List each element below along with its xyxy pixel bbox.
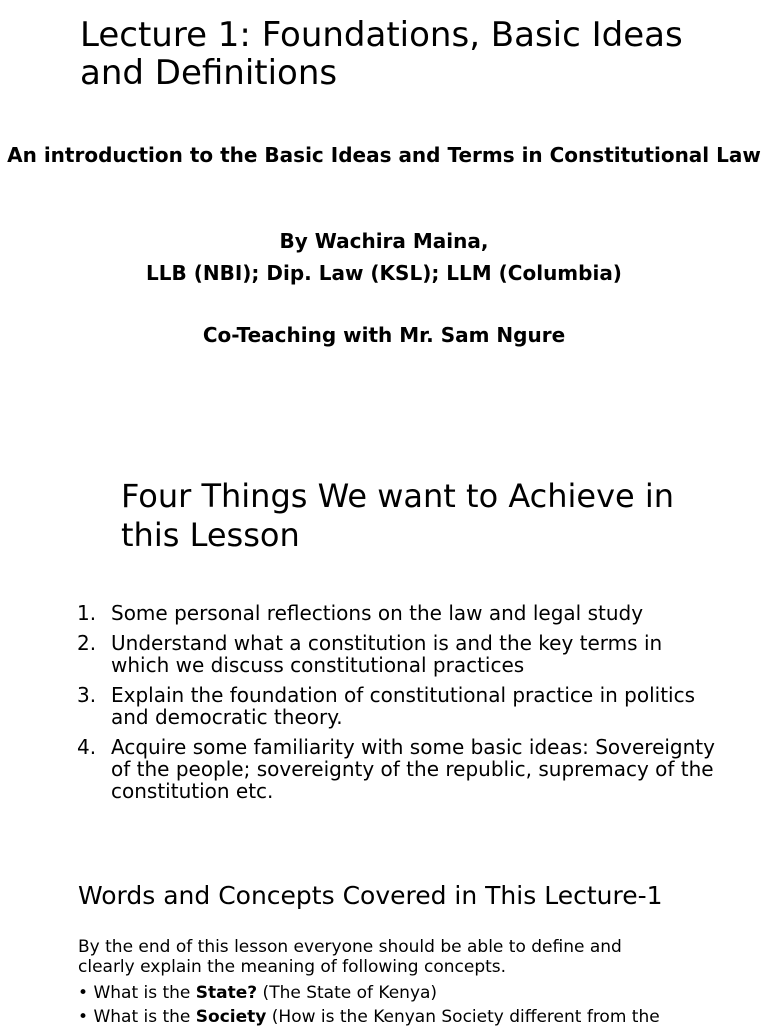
lecture-subtitle: An introduction to the Basic Ideas and Terms in Constitutional Law xyxy=(7,143,761,167)
bullet-marker: • xyxy=(78,983,89,1003)
list-item xyxy=(77,632,717,676)
item-text: Acquire some familiarity with some basic ideas: Sovereignty of the people; sovereignty of the republic, supremacy of the constitution etc. xyxy=(111,735,715,803)
objectives-title: Four Things We want to Achieve in this Lesson xyxy=(121,477,675,554)
author-name: By Wachira Maina, xyxy=(279,229,489,253)
bullet-term: State? xyxy=(195,983,258,1003)
objectives-list xyxy=(77,602,717,810)
lecture-title: Lecture 1: Foundations, Basic Ideas and Definitions xyxy=(80,15,683,93)
list-item xyxy=(78,983,718,1004)
list-item xyxy=(77,602,717,624)
bullet-term: Society xyxy=(195,1007,267,1027)
item-number: 2. xyxy=(77,631,97,655)
bullet-prefix: What is the xyxy=(93,1007,196,1027)
item-number: 3. xyxy=(77,683,97,707)
bullet-suffix: (The State of Kenya) xyxy=(257,983,438,1003)
bullet-suffix: (How is the Kenyan Society different from the xyxy=(266,1007,660,1027)
item-number: 1. xyxy=(77,601,97,625)
item-text: Some personal reflections on the law and legal study xyxy=(111,601,644,625)
list-item xyxy=(77,684,717,728)
item-number: 4. xyxy=(77,735,97,759)
list-item xyxy=(77,736,717,802)
concepts-title: Words and Concepts Covered in This Lecture-1 xyxy=(78,881,663,910)
item-text: Explain the foundation of constitutional practice in politics and democratic theory. xyxy=(111,683,696,729)
concepts-intro: By the end of this lesson everyone should be able to define and clearly explain the meaning of following concepts. xyxy=(78,937,622,977)
bullet-prefix: What is the xyxy=(93,983,196,1003)
bullet-marker: • xyxy=(78,1007,89,1027)
co-teaching-note: Co-Teaching with Mr. Sam Ngure xyxy=(202,323,566,347)
item-text: Understand what a constitution is and the key terms in which we discuss constitutional practices xyxy=(111,631,663,677)
author-credentials: LLB (NBI); Dip. Law (KSL); LLM (Columbia) xyxy=(146,261,622,285)
list-item xyxy=(78,1007,718,1028)
